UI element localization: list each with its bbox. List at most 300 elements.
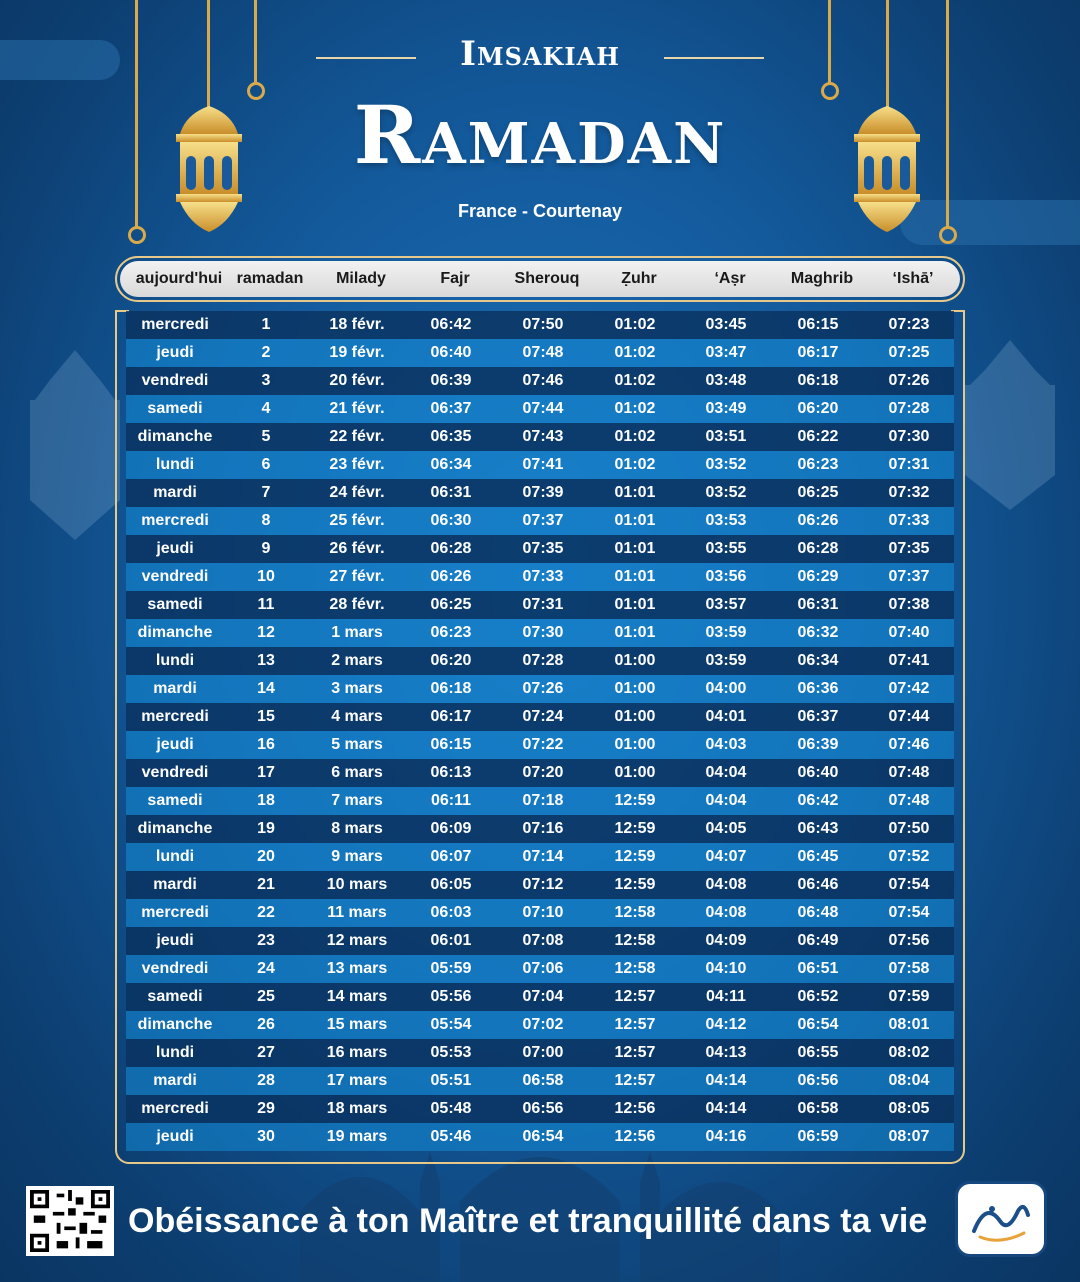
cell-ramadan: 5 (261, 428, 271, 445)
cell-fajr: 06:03 (430, 904, 472, 921)
cell-milady: 17 mars (326, 1072, 388, 1089)
cell-milady: 19 mars (326, 1128, 388, 1145)
cell-asr: 04:04 (705, 792, 747, 809)
cell-sherouq: 07:37 (522, 512, 564, 529)
cell-maghrib: 06:58 (797, 1100, 839, 1117)
cell-isha: 07:58 (888, 960, 930, 977)
cell-fajr: 05:54 (430, 1016, 472, 1033)
cell-today: dimanche (137, 428, 213, 445)
cell-fajr: 05:59 (430, 960, 472, 977)
cell-asr: 04:00 (705, 680, 747, 697)
cell-asr: 04:01 (705, 708, 747, 725)
cell-ramadan: 28 (257, 1072, 275, 1089)
column-header-sherouq: Sherouq (514, 270, 580, 287)
table-row (126, 983, 954, 1011)
cell-ramadan: 9 (261, 540, 271, 557)
cell-sherouq: 07:26 (522, 680, 564, 697)
table-row (126, 927, 954, 955)
cell-zuhr: 01:02 (614, 316, 656, 333)
cell-sherouq: 07:39 (522, 484, 564, 501)
cell-fajr: 06:07 (430, 848, 472, 865)
cell-zuhr: 12:57 (614, 1072, 656, 1089)
cell-isha: 07:33 (888, 512, 930, 529)
cell-ramadan: 22 (257, 904, 275, 921)
cell-zuhr: 12:59 (614, 876, 656, 893)
cell-today: lundi (155, 848, 195, 865)
cell-sherouq: 07:43 (522, 428, 564, 445)
table-row (126, 563, 954, 591)
cell-fajr: 06:18 (430, 680, 472, 697)
cell-ramadan: 30 (257, 1128, 275, 1145)
cell-ramadan: 6 (261, 456, 271, 473)
cell-asr: 03:49 (705, 400, 747, 417)
cell-today: mardi (153, 484, 197, 501)
cell-today: mardi (153, 876, 197, 893)
cell-isha: 07:44 (888, 708, 930, 725)
cell-fajr: 05:53 (430, 1044, 472, 1061)
cell-milady: 9 mars (331, 848, 383, 865)
cell-fajr: 05:48 (430, 1100, 472, 1117)
cell-milady: 23 févr. (329, 456, 385, 473)
timetable-rows (126, 311, 954, 1151)
cell-maghrib: 06:23 (797, 456, 839, 473)
cell-milady: 18 mars (326, 1100, 388, 1117)
cell-milady: 8 mars (331, 820, 383, 837)
cell-milady: 1 mars (331, 624, 383, 641)
cell-asr: 03:53 (705, 512, 747, 529)
cell-maghrib: 06:18 (797, 372, 839, 389)
table-row (126, 1095, 954, 1123)
column-header-ramadan: ramadan (236, 270, 304, 287)
table-row (126, 759, 954, 787)
table-row (126, 1039, 954, 1067)
table-row (126, 1123, 954, 1151)
cell-asr: 03:45 (705, 316, 747, 333)
cell-ramadan: 7 (261, 484, 271, 501)
cell-today: mercredi (141, 512, 209, 529)
cell-zuhr: 12:58 (614, 904, 656, 921)
cell-today: lundi (155, 456, 195, 473)
cell-maghrib: 06:36 (797, 680, 839, 697)
cell-fajr: 06:35 (430, 428, 472, 445)
cell-fajr: 06:09 (430, 820, 472, 837)
cell-asr: 03:59 (705, 624, 747, 641)
cell-isha: 07:42 (888, 680, 930, 697)
cell-asr: 04:07 (705, 848, 747, 865)
cell-milady: 14 mars (326, 988, 388, 1005)
cell-milady: 11 mars (327, 904, 387, 921)
cell-zuhr: 01:01 (614, 568, 656, 585)
cell-maghrib: 06:51 (797, 960, 839, 977)
cell-today: mardi (153, 1072, 197, 1089)
cell-ramadan: 27 (257, 1044, 275, 1061)
cell-isha: 07:54 (888, 876, 930, 893)
cell-zuhr: 01:00 (614, 680, 656, 697)
cell-ramadan: 24 (257, 960, 275, 977)
cell-sherouq: 06:56 (522, 1100, 564, 1117)
cell-zuhr: 01:00 (614, 652, 656, 669)
cell-maghrib: 06:52 (797, 988, 839, 1005)
table-row (126, 479, 954, 507)
cell-asr: 03:52 (705, 484, 747, 501)
column-header-milady: Milady (336, 270, 386, 287)
cell-fajr: 06:42 (430, 316, 472, 333)
cell-fajr: 06:28 (430, 540, 472, 557)
cell-fajr: 06:34 (430, 456, 472, 473)
cell-today: vendredi (141, 960, 209, 977)
table-row (126, 815, 954, 843)
cell-asr: 04:12 (705, 1016, 747, 1033)
cell-ramadan: 23 (257, 932, 275, 949)
cell-zuhr: 12:59 (614, 848, 656, 865)
cell-maghrib: 06:29 (797, 568, 839, 585)
cell-isha: 07:25 (888, 344, 930, 361)
cell-fajr: 06:40 (430, 344, 472, 361)
cell-sherouq: 07:12 (522, 876, 564, 893)
cell-fajr: 06:13 (430, 764, 472, 781)
cell-zuhr: 12:56 (614, 1128, 656, 1145)
table-row (126, 507, 954, 535)
cell-isha: 08:07 (888, 1128, 930, 1145)
cell-maghrib: 06:43 (797, 820, 839, 837)
arabic-calligraphy-logo-icon[interactable] (958, 1184, 1044, 1254)
cell-ramadan: 3 (261, 372, 271, 389)
cell-zuhr: 01:02 (614, 400, 656, 417)
cell-asr: 03:59 (705, 652, 747, 669)
cell-fajr: 06:11 (430, 792, 472, 809)
cell-today: dimanche (137, 1016, 213, 1033)
column-header-isha: ʻIshāʼ (892, 270, 934, 287)
cell-maghrib: 06:54 (797, 1016, 839, 1033)
cell-maghrib: 06:15 (797, 316, 839, 333)
cell-milady: 26 févr. (329, 540, 385, 557)
cell-today: mercredi (141, 904, 209, 921)
cell-sherouq: 07:04 (522, 988, 564, 1005)
cell-asr: 04:13 (705, 1044, 747, 1061)
cell-sherouq: 07:06 (522, 960, 564, 977)
cell-today: vendredi (141, 764, 209, 781)
cell-zuhr: 01:01 (614, 596, 656, 613)
cell-ramadan: 17 (257, 764, 275, 781)
cell-today: jeudi (156, 736, 194, 753)
column-header-fajr: Fajr (440, 270, 470, 287)
cell-sherouq: 07:28 (522, 652, 564, 669)
cell-isha: 08:02 (888, 1044, 930, 1061)
cell-isha: 07:37 (888, 568, 930, 585)
cell-milady: 15 mars (326, 1016, 388, 1033)
column-header-zuhr: Ẓuhr (621, 270, 657, 287)
cell-isha: 07:28 (888, 400, 930, 417)
table-row (126, 591, 954, 619)
cell-isha: 07:38 (888, 596, 930, 613)
cell-maghrib: 06:42 (797, 792, 839, 809)
cell-sherouq: 07:00 (522, 1044, 564, 1061)
cell-asr: 04:11 (705, 988, 747, 1005)
cell-maghrib: 06:22 (797, 428, 839, 445)
cell-fajr: 06:31 (430, 484, 472, 501)
background-lantern-left-icon (20, 340, 130, 540)
cell-today: mercredi (141, 1100, 209, 1117)
table-row (126, 871, 954, 899)
cell-ramadan: 20 (257, 848, 275, 865)
cell-sherouq: 07:46 (522, 372, 564, 389)
cell-asr: 04:08 (705, 904, 747, 921)
cell-zuhr: 01:00 (614, 736, 656, 753)
cell-sherouq: 07:44 (522, 400, 564, 417)
cell-milady: 7 mars (331, 792, 383, 809)
cell-milady: 28 févr. (329, 596, 385, 613)
cell-milady: 20 févr. (329, 372, 385, 389)
cell-zuhr: 12:58 (614, 960, 656, 977)
cell-maghrib: 06:28 (797, 540, 839, 557)
cell-isha: 08:04 (888, 1072, 930, 1089)
cell-sherouq: 07:22 (522, 736, 564, 753)
cell-isha: 07:54 (888, 904, 930, 921)
cell-isha: 07:59 (888, 988, 930, 1005)
cell-asr: 04:16 (705, 1128, 747, 1145)
cell-today: mardi (153, 680, 197, 697)
table-header (120, 261, 960, 297)
table-row (126, 647, 954, 675)
cell-sherouq: 06:58 (522, 1072, 564, 1089)
table-row (126, 339, 954, 367)
cell-sherouq: 07:16 (522, 820, 564, 837)
cell-isha: 08:01 (888, 1016, 930, 1033)
cell-milady: 4 mars (331, 708, 383, 725)
cell-zuhr: 01:01 (614, 484, 656, 501)
cell-fajr: 06:30 (430, 512, 472, 529)
cell-sherouq: 07:08 (522, 932, 564, 949)
cell-today: jeudi (156, 1128, 194, 1145)
table-header-bar (115, 256, 965, 302)
cell-ramadan: 21 (257, 876, 275, 893)
cell-sherouq: 06:54 (522, 1128, 564, 1145)
cell-ramadan: 15 (257, 708, 275, 725)
cell-ramadan: 11 (257, 596, 275, 613)
cell-milady: 16 mars (326, 1044, 388, 1061)
cell-ramadan: 19 (257, 820, 275, 837)
cell-maghrib: 06:17 (797, 344, 839, 361)
cell-zuhr: 01:02 (614, 428, 656, 445)
table-row (126, 787, 954, 815)
cell-fajr: 06:05 (430, 876, 472, 893)
table-row (126, 703, 954, 731)
cell-asr: 03:48 (705, 372, 747, 389)
table-row (126, 843, 954, 871)
cell-maghrib: 06:56 (797, 1072, 839, 1089)
cell-zuhr: 12:59 (614, 792, 656, 809)
cell-zuhr: 12:59 (614, 820, 656, 837)
cell-asr: 04:04 (705, 764, 747, 781)
cell-maghrib: 06:59 (797, 1128, 839, 1145)
table-row (126, 451, 954, 479)
cell-milady: 10 mars (326, 876, 388, 893)
cell-sherouq: 07:10 (522, 904, 564, 921)
cell-isha: 07:35 (888, 540, 930, 557)
cell-maghrib: 06:37 (797, 708, 839, 725)
cell-sherouq: 07:30 (522, 624, 564, 641)
cell-asr: 04:10 (705, 960, 747, 977)
cell-today: samedi (147, 596, 203, 613)
cell-today: vendredi (141, 372, 209, 389)
cell-isha: 07:56 (888, 932, 930, 949)
cell-ramadan: 29 (257, 1100, 275, 1117)
cell-maghrib: 06:49 (797, 932, 839, 949)
footer-slogan: Obéissance à ton Maître et tranquillité dans ta vie (128, 1202, 928, 1240)
qr-code-icon[interactable] (26, 1186, 114, 1256)
cell-maghrib: 06:26 (797, 512, 839, 529)
table-row (126, 367, 954, 395)
cell-sherouq: 07:14 (522, 848, 564, 865)
cell-today: jeudi (156, 932, 194, 949)
cell-today: dimanche (137, 624, 213, 641)
cell-fajr: 06:25 (430, 596, 472, 613)
column-header-maghrib: Maghrib (790, 270, 854, 287)
cell-maghrib: 06:45 (797, 848, 839, 865)
lantern-ring-right-bottom (939, 226, 957, 244)
cell-asr: 03:56 (705, 568, 747, 585)
cell-sherouq: 07:31 (522, 596, 564, 613)
cell-ramadan: 1 (261, 316, 271, 333)
cell-isha: 07:40 (888, 624, 930, 641)
cell-sherouq: 07:24 (522, 708, 564, 725)
cell-isha: 07:50 (888, 820, 930, 837)
cell-fajr: 05:46 (430, 1128, 472, 1145)
cell-fajr: 06:20 (430, 652, 472, 669)
cell-maghrib: 06:34 (797, 652, 839, 669)
cell-asr: 03:57 (705, 596, 747, 613)
table-row (126, 535, 954, 563)
cell-fajr: 06:37 (430, 400, 472, 417)
cell-today: samedi (147, 792, 203, 809)
cell-isha: 07:52 (888, 848, 930, 865)
title-imsakiah: Imsakiah (460, 34, 620, 74)
cell-zuhr: 12:56 (614, 1100, 656, 1117)
cell-ramadan: 16 (257, 736, 275, 753)
cell-ramadan: 10 (257, 568, 275, 585)
cell-maghrib: 06:48 (797, 904, 839, 921)
table-row (126, 423, 954, 451)
cell-milady: 12 mars (326, 932, 388, 949)
table-row (126, 955, 954, 983)
cell-today: samedi (147, 400, 203, 417)
cell-isha: 07:31 (888, 456, 930, 473)
cell-zuhr: 12:57 (614, 988, 656, 1005)
cell-asr: 04:08 (705, 876, 747, 893)
cell-fajr: 06:01 (430, 932, 472, 949)
cell-fajr: 06:17 (430, 708, 472, 725)
cell-today: jeudi (156, 344, 194, 361)
cell-today: lundi (155, 652, 195, 669)
cell-maghrib: 06:46 (797, 876, 839, 893)
cell-maghrib: 06:32 (797, 624, 839, 641)
cell-asr: 03:51 (705, 428, 747, 445)
cell-milady: 21 févr. (329, 400, 385, 417)
cell-milady: 22 févr. (329, 428, 385, 445)
cell-ramadan: 4 (261, 400, 271, 417)
cell-isha: 07:48 (888, 764, 930, 781)
table-row (126, 731, 954, 759)
cell-milady: 3 mars (331, 680, 383, 697)
cell-sherouq: 07:41 (522, 456, 564, 473)
cell-ramadan: 13 (257, 652, 275, 669)
cell-zuhr: 12:57 (614, 1044, 656, 1061)
cell-sherouq: 07:48 (522, 344, 564, 361)
table-row (126, 1067, 954, 1095)
cell-asr: 04:14 (705, 1100, 747, 1117)
cell-ramadan: 8 (261, 512, 271, 529)
cell-ramadan: 12 (257, 624, 275, 641)
cell-asr: 04:05 (705, 820, 747, 837)
column-header-asr: ʻAṣr (714, 270, 746, 287)
cell-today: mercredi (141, 316, 209, 333)
cell-today: jeudi (156, 540, 194, 557)
cell-fajr: 05:56 (430, 988, 472, 1005)
cell-isha: 07:46 (888, 736, 930, 753)
cell-asr: 03:55 (705, 540, 747, 557)
cell-milady: 5 mars (331, 736, 383, 753)
cell-today: vendredi (141, 568, 209, 585)
table-row (126, 899, 954, 927)
cell-zuhr: 12:57 (614, 1016, 656, 1033)
table-row (126, 1011, 954, 1039)
cell-zuhr: 01:02 (614, 372, 656, 389)
cell-zuhr: 01:01 (614, 624, 656, 641)
cell-fajr: 06:39 (430, 372, 472, 389)
cell-today: mercredi (141, 708, 209, 725)
cell-milady: 27 févr. (329, 568, 385, 585)
cell-milady: 13 mars (326, 960, 388, 977)
cell-maghrib: 06:25 (797, 484, 839, 501)
cell-maghrib: 06:31 (797, 596, 839, 613)
cell-sherouq: 07:35 (522, 540, 564, 557)
table-row (126, 675, 954, 703)
cell-sherouq: 07:20 (522, 764, 564, 781)
cell-milady: 2 mars (331, 652, 383, 669)
cell-zuhr: 01:01 (614, 512, 656, 529)
cell-zuhr: 01:02 (614, 456, 656, 473)
cell-isha: 07:23 (888, 316, 930, 333)
cell-maghrib: 06:20 (797, 400, 839, 417)
cell-sherouq: 07:50 (522, 316, 564, 333)
logo-calligraphy-icon (966, 1191, 1036, 1247)
cell-isha: 08:05 (888, 1100, 930, 1117)
cell-isha: 07:26 (888, 372, 930, 389)
cell-zuhr: 01:01 (614, 540, 656, 557)
cell-milady: 19 févr. (329, 344, 385, 361)
cell-zuhr: 01:02 (614, 344, 656, 361)
cell-sherouq: 07:33 (522, 568, 564, 585)
cell-zuhr: 01:00 (614, 764, 656, 781)
cell-ramadan: 14 (257, 680, 275, 697)
cell-zuhr: 12:58 (614, 932, 656, 949)
table-row (126, 311, 954, 339)
title-ramadan: Ramadan (353, 88, 727, 182)
cell-ramadan: 25 (257, 988, 275, 1005)
cell-asr: 03:47 (705, 344, 747, 361)
cell-maghrib: 06:39 (797, 736, 839, 753)
cell-today: dimanche (137, 820, 213, 837)
cell-ramadan: 2 (261, 344, 271, 361)
cell-fajr: 06:23 (430, 624, 472, 641)
cell-asr: 04:14 (705, 1072, 747, 1089)
cell-isha: 07:48 (888, 792, 930, 809)
cell-today: samedi (147, 988, 203, 1005)
cell-isha: 07:41 (888, 652, 930, 669)
lantern-ring-left-bottom (128, 226, 146, 244)
cell-asr: 04:09 (705, 932, 747, 949)
cell-maghrib: 06:40 (797, 764, 839, 781)
